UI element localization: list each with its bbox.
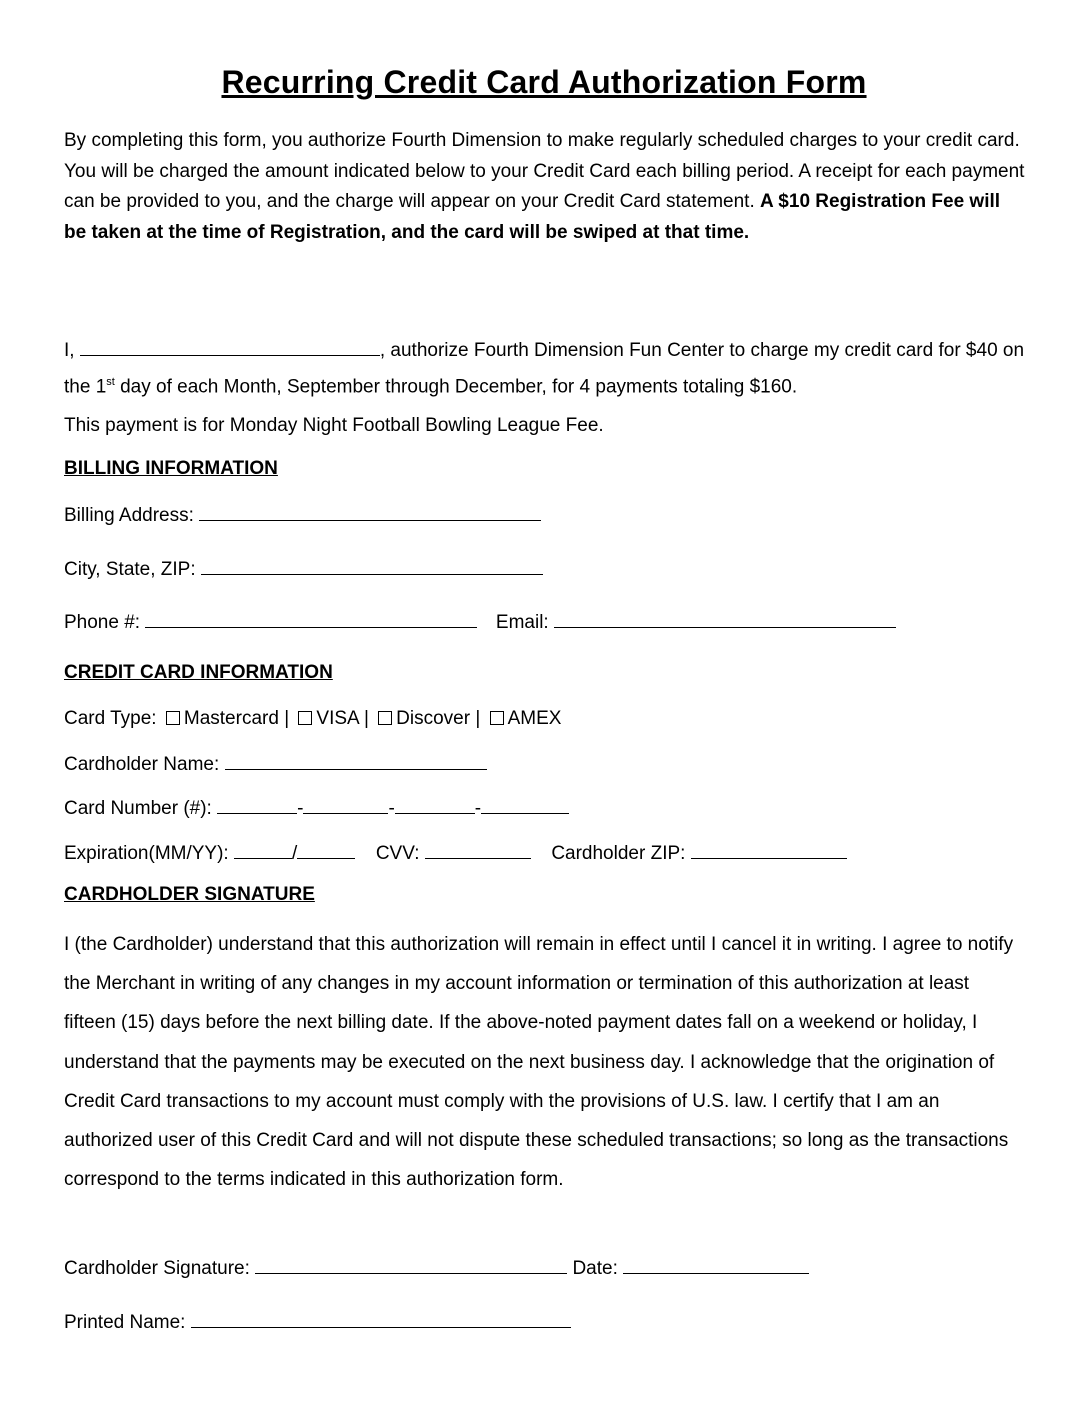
expiration-month-field[interactable]	[234, 840, 292, 859]
billing-address-row	[64, 502, 541, 528]
cardholder-signature-label: Cardholder Signature:	[64, 1258, 250, 1279]
cardholder-zip-label: Cardholder ZIP:	[551, 843, 686, 864]
mastercard-checkbox[interactable]	[166, 711, 180, 725]
signature-row	[64, 1255, 809, 1281]
cardholder-name-label: Cardholder Name:	[64, 754, 220, 775]
city-state-zip-label: City, State, ZIP:	[64, 559, 196, 580]
registration-fee-notice: A $10 Registration Fee will be taken at the time of Registration, and the card will be swiped at that time.	[64, 191, 1001, 243]
separator: |	[363, 708, 369, 729]
auth-ordinal: st	[106, 375, 115, 388]
expiration-label: Expiration(MM/YY):	[64, 843, 229, 864]
billing-address-label: Billing Address:	[64, 505, 194, 526]
slash: /	[291, 843, 298, 864]
card-number-group-4[interactable]	[481, 795, 569, 814]
amex-checkbox[interactable]	[490, 711, 504, 725]
cvv-label: CVV:	[375, 843, 420, 864]
separator: |	[284, 708, 290, 729]
expiration-year-field[interactable]	[297, 840, 355, 859]
cvv-field[interactable]	[425, 840, 531, 859]
intro-paragraph	[64, 126, 1026, 248]
date-label: Date:	[572, 1258, 618, 1279]
card-number-row	[64, 795, 569, 821]
card-type-label: Card Type:	[64, 708, 157, 729]
discover-checkbox[interactable]	[378, 711, 392, 725]
amex-option: AMEX	[507, 708, 562, 729]
dash: -	[297, 798, 304, 819]
email-label: Email:	[495, 612, 549, 633]
printed-name-row	[64, 1309, 571, 1335]
printed-name-label: Printed Name:	[64, 1312, 186, 1333]
mastercard-option: Mastercard	[183, 708, 279, 729]
billing-address-field[interactable]	[199, 502, 541, 521]
cardholder-zip-field[interactable]	[691, 840, 847, 859]
card-number-group-1[interactable]	[217, 795, 297, 814]
dash: -	[388, 798, 395, 819]
signature-heading: CARDHOLDER SIGNATURE	[64, 884, 315, 905]
visa-checkbox[interactable]	[298, 711, 312, 725]
phone-email-row	[64, 609, 896, 635]
visa-option: VISA	[316, 708, 359, 729]
card-number-label: Card Number (#):	[64, 798, 212, 819]
phone-field[interactable]	[145, 609, 477, 628]
separator: |	[475, 708, 481, 729]
authorization-statement	[64, 336, 1026, 402]
cardholder-name-field[interactable]	[225, 751, 487, 770]
auth-middle: , authorize Fourth Dimension Fun Center to charge my credit card for $40 on the 1	[64, 340, 1025, 397]
printed-name-field[interactable]	[191, 1309, 571, 1328]
city-state-zip-row	[64, 556, 543, 582]
form-title: Recurring Credit Card Authorization Form	[221, 64, 867, 100]
authorizer-name-field[interactable]	[80, 337, 380, 356]
billing-heading: BILLING INFORMATION	[64, 458, 278, 479]
dash: -	[474, 798, 482, 819]
payment-purpose: This payment is for Monday Night Football Bowling League Fee.	[64, 415, 604, 436]
cardholder-terms-paragraph: I (the Cardholder) understand that this authorization will remain in effect until I cancel it in writing. I agree to notify the Merchant in writing of any changes in my account information or termination of this authorization at least fifteen (15) days before the next billing date. If the above-noted payment dates fall on a weekend or holiday, I understand that the payments may be executed on the next business day. I acknowledge that the origination of Credit Card transactions to my account must comply with the provisions of U.S. law. I certify that I am an authorized user of this Credit Card and will not dispute these scheduled transactions; so long as the transactions correspond to the terms indicated in this authorization form.	[64, 934, 1014, 1191]
email-field[interactable]	[554, 609, 896, 628]
date-field[interactable]	[623, 1255, 809, 1274]
card-heading: CREDIT CARD INFORMATION	[64, 662, 333, 683]
auth-prefix: I,	[64, 340, 75, 361]
auth-suffix: day of each Month, September through December, for 4 payments totaling $160.	[114, 375, 798, 397]
cardholder-name-row	[64, 751, 487, 777]
card-type-row	[64, 707, 561, 731]
phone-label: Phone #:	[64, 612, 141, 633]
card-number-group-2[interactable]	[303, 795, 388, 814]
card-number-group-3[interactable]	[395, 795, 475, 814]
discover-option: Discover	[396, 708, 471, 729]
intro-text: By completing this form, you authorize Fourth Dimension to make regularly scheduled charges to your credit card. You will be charged the amount indicated below to your Credit Card each billing period. A receipt for each payment can be provided to you, and the charge will appear on your Credit Card statement.	[64, 130, 1025, 212]
cardholder-signature-field[interactable]	[255, 1255, 567, 1274]
expiration-row	[64, 840, 847, 866]
city-state-zip-field[interactable]	[201, 556, 543, 575]
